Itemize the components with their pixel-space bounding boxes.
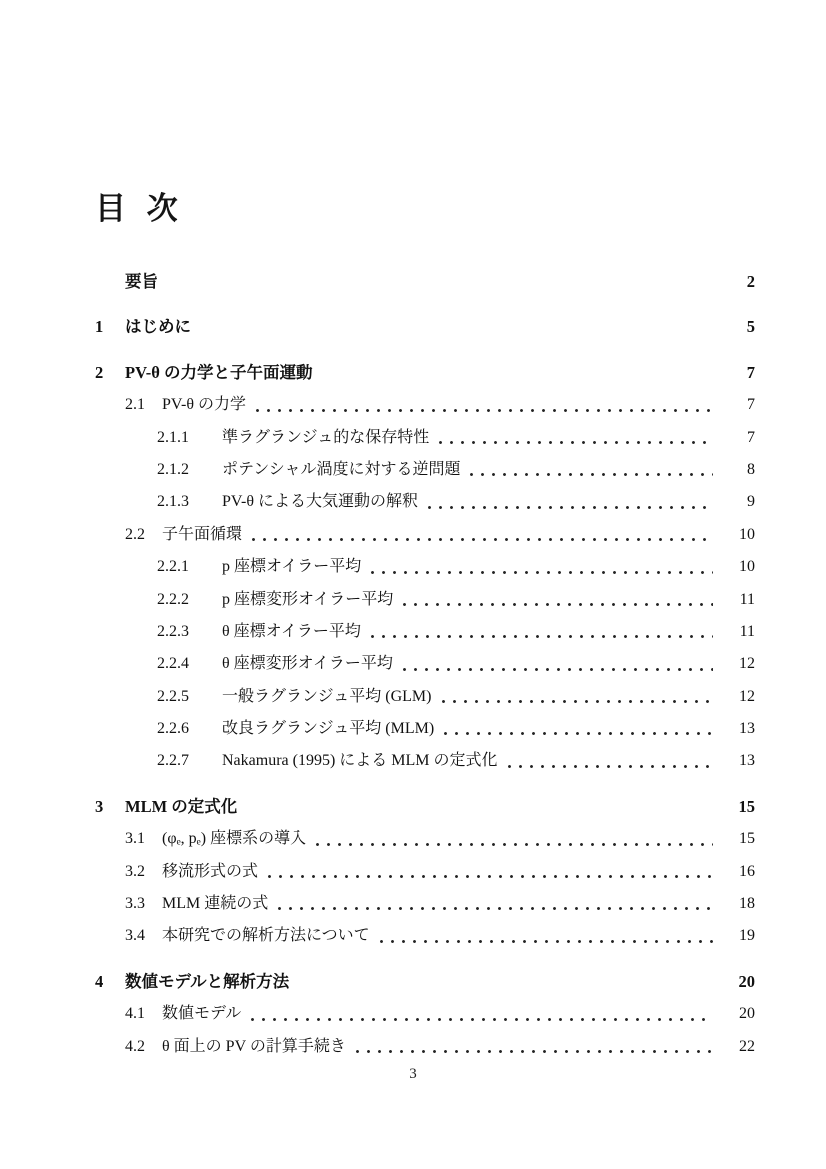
- entry-number: 2.2.2: [157, 590, 189, 608]
- dot-leader: [278, 907, 713, 911]
- dot-leader: [356, 1050, 713, 1054]
- entry-page: 13: [739, 720, 755, 738]
- entry-page: 15: [739, 830, 755, 848]
- toc-entry: [95, 519, 755, 551]
- entry-number: 2.2.6: [157, 720, 189, 738]
- entry-title: MLM の定式化: [125, 796, 238, 816]
- dot-leader: [323, 376, 713, 380]
- toc-entry: [95, 389, 755, 421]
- entry-title: 本研究での解析方法について: [162, 927, 370, 945]
- dot-leader: [444, 732, 713, 736]
- toc-list: [95, 266, 755, 1063]
- entry-title: (φₑ, pₑ) 座標系の導入: [162, 830, 307, 848]
- entry-page: 12: [739, 655, 755, 673]
- toc-entry: [95, 616, 755, 648]
- entry-title: p 座標変形オイラー平均: [222, 590, 394, 608]
- entry-title: 数値モデル: [162, 1005, 242, 1023]
- entry-page: 20: [739, 1005, 755, 1023]
- entry-number: 4.1: [125, 1005, 145, 1023]
- toc-entry: [95, 422, 755, 454]
- entry-number: 4.2: [125, 1037, 145, 1055]
- entry-number: 2.2.3: [157, 622, 189, 640]
- toc-entry: [95, 823, 755, 855]
- dot-leader: [439, 441, 713, 445]
- dot-leader: [380, 940, 713, 944]
- entry-number: 3.3: [125, 895, 145, 913]
- dot-leader: [403, 603, 713, 607]
- toc-content: [95, 0, 755, 1063]
- toc-entry: [95, 266, 755, 298]
- entry-title: MLM 連続の式: [162, 895, 269, 913]
- entry-page: 20: [738, 971, 755, 991]
- entry-title: 要旨: [125, 272, 158, 291]
- toc-entry: [95, 311, 755, 343]
- entry-title: 一般ラグランジュ平均 (GLM): [222, 687, 432, 705]
- entry-number: 2.2.5: [157, 687, 189, 705]
- entry-page: 9: [747, 493, 755, 511]
- entry-title: θ 面上の PV の計算手続き: [162, 1037, 346, 1055]
- toc-entry: [95, 888, 755, 920]
- toc-entry: [95, 920, 755, 952]
- entry-number: 3.4: [125, 927, 145, 945]
- entry-page: 5: [746, 317, 755, 337]
- footer-page-number: 3: [409, 1066, 417, 1082]
- entry-number: 3.1: [125, 830, 145, 848]
- dot-leader: [371, 571, 713, 575]
- entry-page: 22: [739, 1037, 755, 1055]
- entry-title: PV-θ による大気運動の解釈: [222, 493, 418, 511]
- dot-leader: [201, 331, 713, 335]
- entry-title: θ 座標変形オイラー平均: [222, 655, 393, 673]
- entry-number: 2.2: [125, 525, 145, 543]
- entry-number: 2.2.1: [157, 558, 189, 576]
- dot-leader: [428, 506, 713, 510]
- toc-entry: [95, 998, 755, 1030]
- entry-number: 1: [95, 317, 104, 337]
- dot-leader: [371, 635, 713, 639]
- entry-page: 10: [739, 558, 755, 576]
- dot-leader: [268, 875, 713, 879]
- toc-entry: [95, 357, 755, 389]
- entry-number: 4: [95, 971, 104, 991]
- toc-entry: [95, 1031, 755, 1063]
- entry-title: ポテンシャル渦度に対する逆問題: [222, 460, 461, 478]
- toc-entry: [95, 681, 755, 713]
- entry-page: 13: [739, 752, 755, 770]
- dot-leader: [403, 668, 713, 672]
- toc-entry: [95, 791, 755, 823]
- dot-leader: [247, 810, 713, 814]
- entry-page: 2: [746, 272, 755, 291]
- entry-page: 12: [739, 687, 755, 705]
- dot-leader: [168, 285, 713, 289]
- dot-leader: [442, 700, 714, 704]
- toc-entry: [95, 856, 755, 888]
- entry-page: 16: [739, 862, 755, 880]
- entry-title: Nakamura (1995) による MLM の定式化: [222, 752, 498, 770]
- dot-leader: [251, 1018, 713, 1022]
- entry-number: 3.2: [125, 862, 145, 880]
- entry-page: 8: [747, 460, 755, 478]
- entry-title: はじめに: [125, 317, 191, 337]
- dot-leader: [252, 538, 713, 542]
- toc-entry: [95, 648, 755, 680]
- toc-entry: [95, 551, 755, 583]
- entry-page: 7: [746, 362, 755, 382]
- entry-page: 18: [739, 895, 755, 913]
- toc-entry: [95, 966, 755, 998]
- entry-number: 2: [95, 362, 104, 382]
- entry-title: θ 座標オイラー平均: [222, 622, 361, 640]
- dot-leader: [316, 843, 713, 847]
- dot-leader: [508, 765, 713, 769]
- toc-entry: [95, 713, 755, 745]
- entry-page: 11: [739, 590, 755, 608]
- toc-entry: [95, 486, 755, 518]
- entry-title: p 座標オイラー平均: [222, 558, 362, 576]
- entry-number: 2.2.7: [157, 752, 189, 770]
- entry-title: 数値モデルと解析方法: [125, 971, 290, 991]
- entry-title: 移流形式の式: [162, 862, 259, 880]
- entry-number: 3: [95, 796, 104, 816]
- entry-title: 改良ラグランジュ平均 (MLM): [222, 720, 435, 738]
- entry-number: 2.1: [125, 396, 145, 414]
- toc-entry: [95, 454, 755, 486]
- entry-page: 19: [739, 927, 755, 945]
- entry-number: 2.1.2: [157, 460, 189, 478]
- entry-number: 2.1.1: [157, 428, 189, 446]
- entry-title: PV-θ の力学: [162, 396, 246, 414]
- dot-leader: [299, 985, 713, 989]
- entry-number: 2.1.3: [157, 493, 189, 511]
- page-title: 目 次: [95, 191, 180, 226]
- entry-title: 準ラグランジュ的な保存特性: [222, 428, 430, 446]
- entry-title: 子午面循環: [162, 525, 243, 543]
- entry-number: 2.2.4: [157, 655, 189, 673]
- entry-title: PV-θ の力学と子午面運動: [125, 362, 313, 382]
- entry-page: 10: [739, 525, 755, 543]
- entry-page: 7: [747, 428, 755, 446]
- toc-entry: [95, 584, 755, 616]
- dot-leader: [470, 473, 713, 477]
- dot-leader: [256, 409, 713, 413]
- entry-page: 11: [739, 622, 755, 640]
- entry-page: 15: [738, 796, 755, 816]
- entry-page: 7: [747, 396, 755, 414]
- toc-entry: [95, 745, 755, 777]
